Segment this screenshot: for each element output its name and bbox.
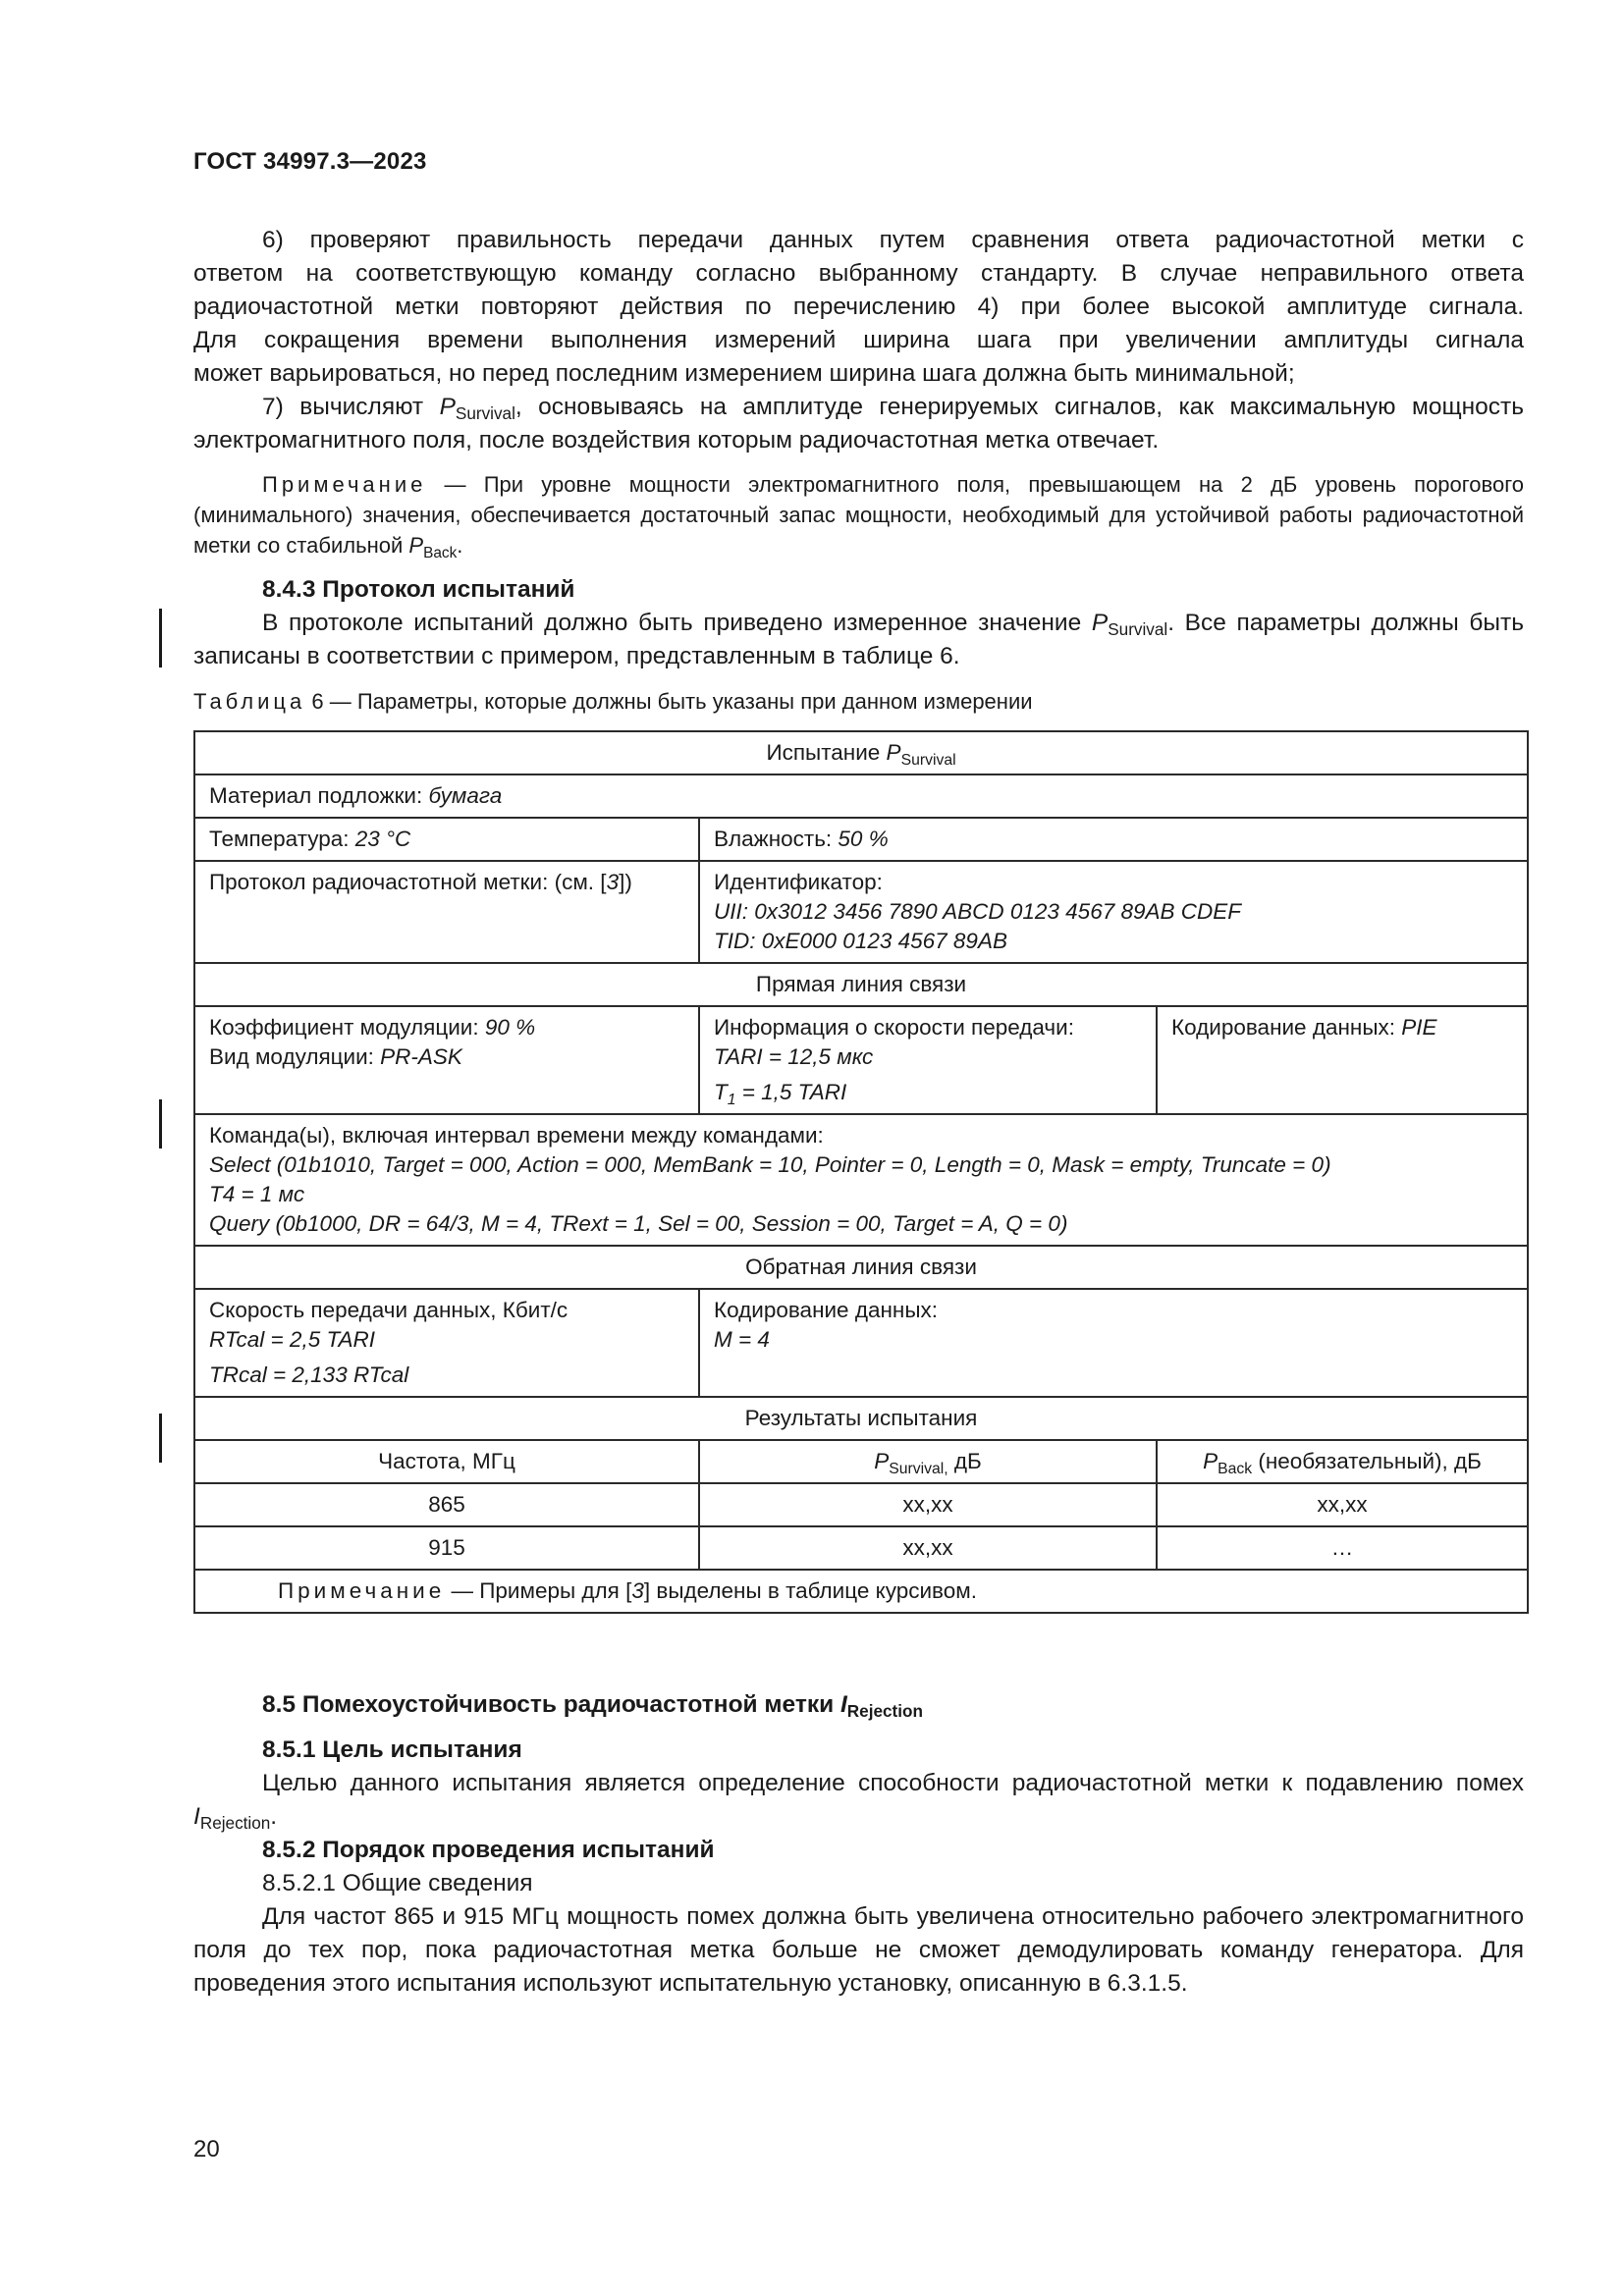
command-line: Select (01b1010, Target = 000, Action = 000, MemBank = 10, Pointer = 0, Length = 0, Mask = empty, Truncate = 0) xyxy=(209,1152,1331,1177)
rate-info-cell: Информация о скорости передачи: TARI = 12,5 мкс $T_1 = 1,5$ TARI xyxy=(699,1006,1157,1114)
table-row xyxy=(194,731,1528,774)
forward-link-header: Прямая линия связи xyxy=(194,963,1528,1006)
section-8-4-3 xyxy=(193,573,1524,673)
substrate-cell: Материал подложки: бумага xyxy=(194,774,1528,818)
col-p-survival: $P_{Survival,}$ дБ xyxy=(699,1440,1157,1483)
temperature-cell: Температура: 23 °C xyxy=(194,818,699,861)
parameters-table xyxy=(193,730,1529,1614)
humidity-cell: Влажность: 50 % xyxy=(699,818,1528,861)
forward-coding-cell: Кодирование данных: PIE xyxy=(1157,1006,1528,1114)
change-bar xyxy=(159,609,162,667)
table-row xyxy=(194,818,1528,861)
return-coding-cell: Кодирование данных: M = 4 xyxy=(699,1289,1528,1397)
table-row xyxy=(194,861,1528,963)
survival-value: xx,xx xyxy=(699,1483,1157,1526)
command-line: T4 = 1 мс xyxy=(209,1182,305,1206)
table-row xyxy=(194,1440,1528,1483)
table-row xyxy=(194,1246,1528,1289)
table-note: Примечание — Примеры для [3] выделены в таблице курсивом. xyxy=(194,1570,1528,1613)
step-6-line: ответом на соответствующую команду согласно выбранному стандарту. В случае неправильного ответа xyxy=(193,260,1524,287)
table-row xyxy=(194,1526,1528,1570)
table-row xyxy=(194,1397,1528,1440)
return-link-header: Обратная линия связи xyxy=(194,1246,1528,1289)
section-text: Для частот 865 и 915 МГц мощность помех должна быть увеличена относительно рабочего электромагнитного поля до тех пор, пока радиочастотная метка больше не сможет демодулировать команду генератора. Для проведения этого испытания используют испытательную установку, описанную в 6.3.1.5. xyxy=(193,1903,1524,1997)
step-7: 7) вычисляют $P_{Survival}$, основываясь на амплитуде генерируемых сигналов, как максимальную мощность электромагнитного поля, после воздействия которым радиочастотная метка отвечает. xyxy=(193,394,1524,454)
table-row xyxy=(194,774,1528,818)
back-value: … xyxy=(1157,1526,1528,1570)
command-line: Query (0b1000, DR = 64/3, M = 4, TRext = 1, Sel = 00, Session = 00, Target = A, Q = 0) xyxy=(209,1211,1068,1236)
step-6-line: может варьироваться, но перед последним измерением ширина шага должна быть минимальной; xyxy=(193,360,1295,387)
note-label: Примечание xyxy=(262,472,427,497)
document-header: ГОСТ 34997.3—2023 xyxy=(193,148,427,175)
commands-cell: Команда(ы), включая интервал времени между командами: Select (01b1010, Target = 000, Action = 000, MemBank = 10, Pointer = 0, Length = 0, Mask = empty, Truncate = 0) T4 = 1 мс Query (0b1000, DR = 64/3, M = 4, TRext = 1, Sel = 00, Session = 00, Target = A, Q = 0) xyxy=(194,1114,1528,1246)
section-8-5 xyxy=(193,1688,1524,2001)
modulation-cell: Коэффициент модуляции: 90 % Вид модуляции: PR-ASK xyxy=(194,1006,699,1114)
section-text: Целью данного испытания является определение способности радиочастотной метки к подавлению помех $I_{Rejection}$. xyxy=(193,1770,1524,1833)
table-row xyxy=(194,1570,1528,1613)
change-bar xyxy=(159,1414,162,1463)
table-caption: Таблица 6 — Параметры, которые должны быть указаны при данном измерении xyxy=(193,689,1033,714)
back-value: xx,xx xyxy=(1157,1483,1528,1526)
subscript: Survival xyxy=(455,403,515,423)
table-title-cell: Испытание $P_{Survival}$ xyxy=(194,731,1528,774)
return-rate-cell: Скорость передачи данных, Кбит/с RTcal = 2,5 TARI TRcal = 2,133 RTcal xyxy=(194,1289,699,1397)
table-row xyxy=(194,1006,1528,1114)
section-heading: 8.5.1 Цель испытания xyxy=(262,1736,522,1763)
page-number: 20 xyxy=(193,2136,220,2163)
col-p-back: $P_{Back}$ (необязательный), дБ xyxy=(1157,1440,1528,1483)
section-heading: 8.4.3 Протокол испытаний xyxy=(262,576,575,603)
frequency-value: 915 xyxy=(194,1526,699,1570)
step-6 xyxy=(193,224,1524,391)
note-1: Примечание — При уровне мощности электромагнитного поля, превышающем на 2 дБ уровень порогового (минимального) значения, обеспечивается достаточный запас мощности, необходимый для устойчивой работы радиочастотной метки со стабильной $P_{Back}$. xyxy=(193,472,1524,561)
step-6-line: Для сокращения времени выполнения измерений ширина шага при увеличении амплитуды сигнала xyxy=(193,327,1524,353)
change-bar xyxy=(159,1099,162,1148)
protocol-cell: Протокол радиочастотной метки: (см. [3]) xyxy=(194,861,699,963)
identifier-cell: Идентификатор: UII: 0x3012 3456 7890 ABCD 0123 4567 89AB CDEF TID: 0xE000 0123 4567 89AB xyxy=(699,861,1528,963)
step-6-line: 6) проверяют правильность передачи данных путем сравнения ответа радиочастотной метки с xyxy=(262,227,1524,253)
frequency-value: 865 xyxy=(194,1483,699,1526)
table-row xyxy=(194,1289,1528,1397)
table-row xyxy=(194,1483,1528,1526)
subsection-heading: 8.5.2.1 Общие сведения xyxy=(262,1870,533,1896)
procedure-steps xyxy=(193,224,1524,457)
section-heading: 8.5 Помехоустойчивость радиочастотной метки $I_{Rejection}$ xyxy=(262,1691,923,1721)
col-frequency: Частота, МГц xyxy=(194,1440,699,1483)
step-6-line: радиочастотной метки повторяют действия по перечислению 4) при более высокой амплитуде сигнала. xyxy=(193,294,1524,320)
section-heading: 8.5.2 Порядок проведения испытаний xyxy=(262,1837,715,1863)
table-row xyxy=(194,963,1528,1006)
section-text: В протоколе испытаний должно быть приведено измеренное значение $P_{Survival}$. Все параметры должны быть записаны в соответствии с примером, представленным в таблице 6. xyxy=(193,610,1524,669)
results-header: Результаты испытания xyxy=(194,1397,1528,1440)
survival-value: xx,xx xyxy=(699,1526,1157,1570)
p-symbol: P xyxy=(439,394,456,420)
table-row xyxy=(194,1114,1528,1246)
